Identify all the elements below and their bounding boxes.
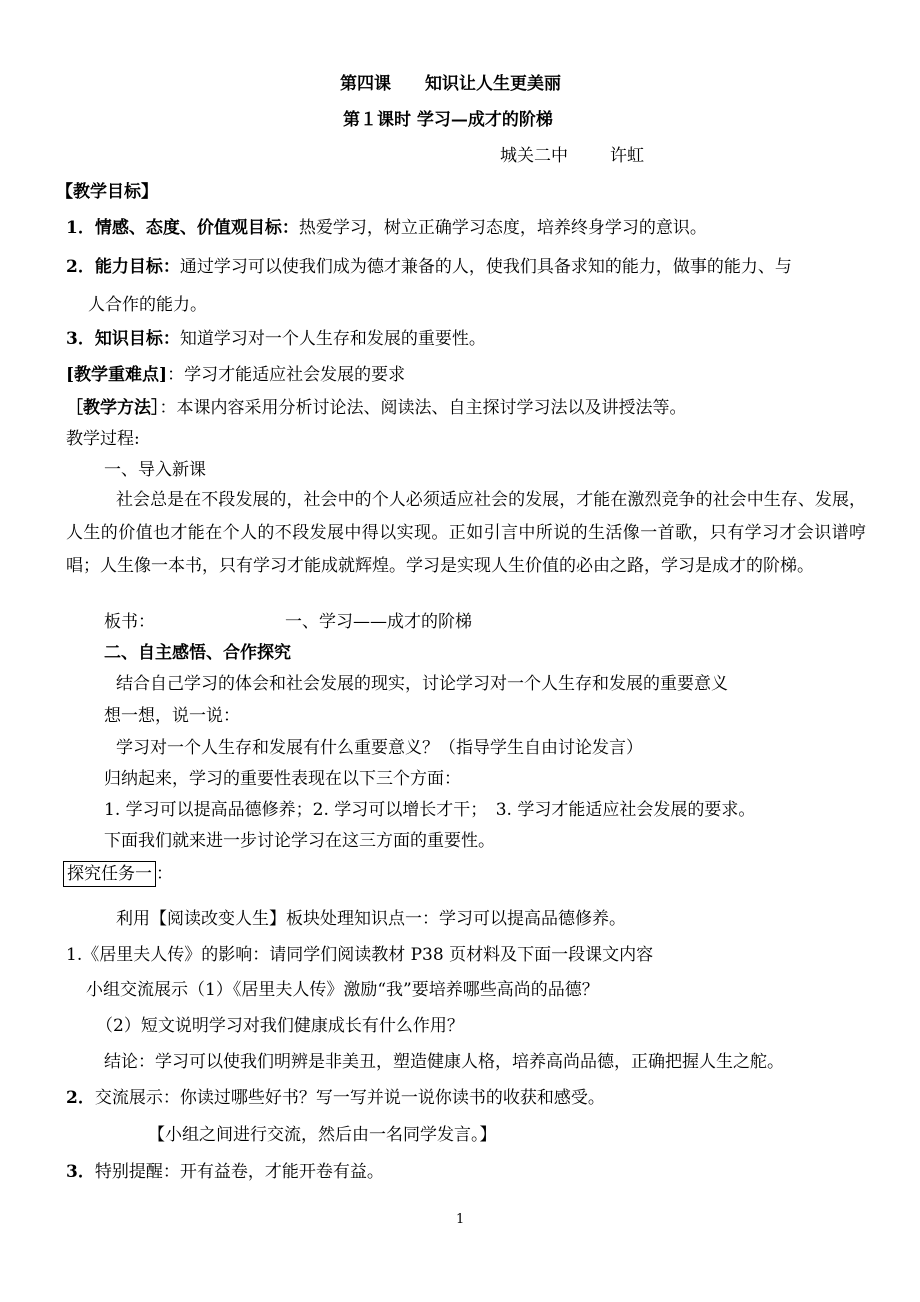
item-2-label: 2．	[66, 1088, 95, 1108]
item-2-text: 交流展示：你读过哪些好书？写一写并说一说你读书的收获和感受。	[94, 1088, 605, 1108]
key-points-label: [教学重难点]	[66, 365, 168, 385]
item-3	[66, 1161, 384, 1183]
methods-label: ［教学方法］	[66, 398, 160, 418]
page-number: 1	[456, 1212, 465, 1227]
period-title: 第１课时 学习—成才的阶梯	[343, 110, 553, 130]
item-3-label: 3．	[66, 1162, 95, 1182]
task-one-colon: ：	[156, 864, 173, 884]
group-question-2: （2）短文说明学习对我们健康成长有什么作用？	[96, 1016, 464, 1036]
objective-3-text: 知道学习对一个人生存和发展的重要性。	[179, 329, 486, 349]
process-heading: 教学过程:	[66, 429, 140, 449]
item-1: 1.《居里夫人传》的影响：请同学们阅读教材 P38 页材料及下面一段课文内容	[66, 945, 654, 965]
key-points	[66, 364, 405, 386]
methods-text: ：本课内容采用分析讨论法、阅读法、自主探讨学习法以及讲授法等。	[159, 398, 687, 418]
next-discussion: 下面我们就来进一步讨论学习在这三方面的重要性。	[104, 831, 495, 851]
key-points-text: ：学习才能适应社会发展的要求	[167, 365, 406, 385]
section-2-heading: 二、自主感悟、合作探究	[104, 643, 291, 663]
summary-line: 归纳起来，学习的重要性表现在以下三个方面：	[104, 769, 461, 789]
section-1-heading: 一、导入新课	[104, 460, 206, 480]
objective-2-text: 通过学习可以使我们成为德才兼备的人，使我们具备求知的能力，做事的能力、与	[179, 257, 792, 277]
author-school: 城关二中	[500, 146, 568, 166]
group-question-1: 小组交流展示（1）《居里夫人传》激励“我”要培养哪些高尚的品德？	[86, 980, 599, 1000]
objective-1-text: 热爱学习，树立正确学习态度，培养终身学习的意识。	[298, 218, 707, 238]
discussion-prompt: 结合自己学习的体会和社会发展的现实，讨论学习对一个人生存和发展的重要意义	[116, 674, 728, 694]
objective-2-label: 2．能力目标：	[66, 257, 180, 277]
board-writing-label: 板书：	[104, 612, 155, 632]
objective-1-label: 1．情感、态度、价值观目标：	[66, 218, 299, 238]
item-3-text: 特别提醒：开有益卷，才能开卷有益。	[94, 1162, 384, 1182]
objective-1	[66, 217, 707, 239]
think-prompt: 想一想，说一说：	[104, 706, 240, 726]
item-2-note: 【小组之间进行交流，然后由一名同学发言。】	[148, 1125, 497, 1145]
teaching-methods	[66, 397, 687, 419]
author-name: 许虹	[610, 146, 644, 166]
objectives-heading: 【教学目标】	[56, 182, 158, 202]
board-writing-text: 一、学习——成才的阶梯	[285, 612, 472, 632]
task-one-instruction: 利用【阅读改变人生】板块处理知识点一：学习可以提高品德修养。	[116, 909, 626, 929]
objective-2-continuation: 人合作的能力。	[88, 295, 207, 315]
objective-3	[66, 328, 486, 350]
objective-3-label: 3．知识目标：	[66, 329, 180, 349]
task-one-label: 探究任务一	[63, 861, 156, 887]
task-one	[63, 861, 173, 887]
conclusion: 结论：学习可以使我们明辨是非美丑，塑造健康人格，培养高尚品德，正确把握人生之舵。	[104, 1052, 784, 1072]
discussion-question: 学习对一个人生存和发展有什么重要意义？（指导学生自由讨论发言）	[116, 738, 643, 758]
three-points: 1. 学习可以提高品德修养；2. 学习可以增长才干； 3. 学习才能适应社会发展的要求。	[104, 800, 756, 820]
item-2	[66, 1087, 605, 1109]
intro-paragraph	[66, 484, 866, 583]
objective-2	[66, 256, 792, 278]
intro-paragraph-text: 社会总是在不段发展的，社会中的个人必须适应社会的发展，才能在激烈竞争的社会中生存、发展，人生的价值也才能在个人的不段发展中得以实现。正如引言中所说的生活像一首歌，只有学习才会识谱哼唱；人生像一本书，只有学习才能成就辉煌。学习是实现人生价值的必由之路，学习是成才的阶梯。	[66, 490, 866, 576]
lesson-title: 第四课 知识让人生更美丽	[340, 74, 561, 94]
